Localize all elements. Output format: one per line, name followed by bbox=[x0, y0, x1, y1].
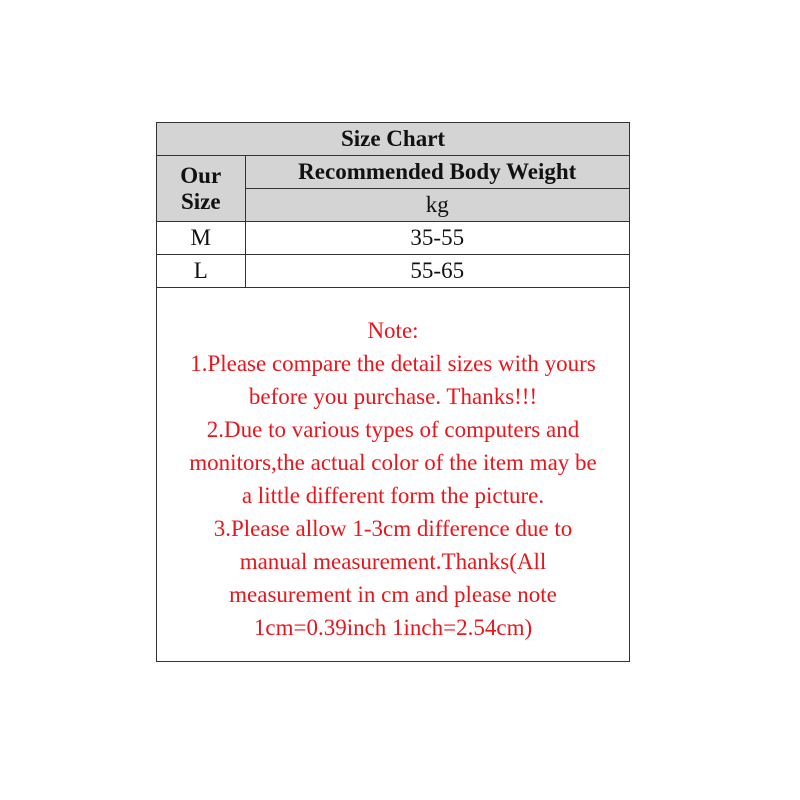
weight-unit: kg bbox=[245, 189, 629, 222]
our-size-header: Our Size bbox=[157, 156, 245, 222]
size-chart-table bbox=[157, 123, 629, 288]
size-cell: L bbox=[157, 255, 245, 288]
note-line: measurement in cm and please note bbox=[229, 582, 557, 607]
note-line: monitors,the actual color of the item may be bbox=[189, 450, 597, 475]
note-line: 2.Due to various types of computers and bbox=[206, 417, 580, 442]
note-line: manual measurement.Thanks(All bbox=[239, 549, 547, 574]
note-heading: Note: bbox=[367, 318, 419, 343]
title-row bbox=[157, 123, 629, 156]
note-line: 1cm=0.39inch 1inch=2.54cm) bbox=[253, 615, 533, 640]
weight-cell: 35-55 bbox=[245, 222, 629, 255]
size-chart-panel bbox=[156, 122, 630, 662]
weight-cell: 55-65 bbox=[245, 255, 629, 288]
table-title: Size Chart bbox=[157, 123, 629, 156]
note-line: a little different form the picture. bbox=[241, 483, 545, 508]
table-row bbox=[157, 255, 629, 288]
weight-header: Recommended Body Weight bbox=[245, 156, 629, 189]
note-line: 3.Please allow 1-3cm difference due to bbox=[213, 516, 573, 541]
size-cell: M bbox=[157, 222, 245, 255]
note-line: 1.Please compare the detail sizes with yours bbox=[190, 351, 596, 376]
note-line: before you purchase. Thanks!!! bbox=[248, 384, 538, 409]
header-row bbox=[157, 156, 629, 189]
notes-section bbox=[157, 292, 629, 661]
table-row bbox=[157, 222, 629, 255]
